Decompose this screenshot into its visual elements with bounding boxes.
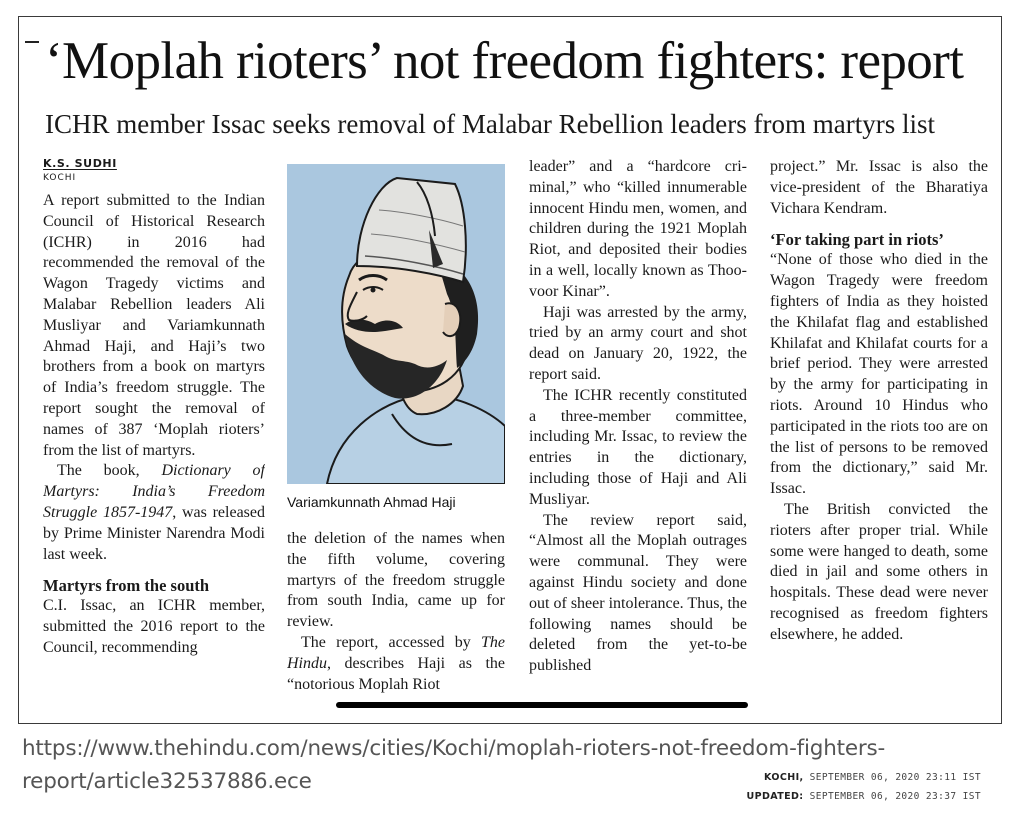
paragraph: A report submitted to the Indian Council of Historical Research (ICHR) in 2016 had recommended the removal of the Wagon Tragedy victims and Malabar Rebellion leaders Ali Musliyar and Variamkunnath Ahmad Haji, and Haji’s two brothers from a book on martyrs of India’s freedom struggle. The report sought the removal of names of 387 ‘Moplah rioters’ from the list of martyrs.: [43, 192, 265, 459]
paragraph: The review report said, “Almost all the Moplah outrages were communal. They were against Hindu society and done out of sheer intolerance. Thus, the following names should be deleted from the yet-to-be published: [529, 511, 747, 675]
article-column-2: [287, 529, 505, 709]
paragraph: The book, Dictionary of Martyrs: India’s Freedom Struggle 1857-1947, was released by Prime Minister Narendra Modi last week.: [43, 462, 265, 563]
source-url: https://www.thehindu.com/news/cities/Kochi/moplah-rioters-not-freedom-fighters-report/article32537886.ece: [22, 736, 886, 794]
book-title: Dictionary of Martyrs: India’s Freedom Struggle 1857-1947: [43, 462, 265, 521]
column-rule-mark: [25, 41, 39, 43]
headline: ‘Moplah rioters’ not freedom fighters: report: [45, 32, 964, 90]
publication-name: The Hindu: [287, 633, 505, 672]
section-heading: Martyrs from the south: [43, 576, 210, 596]
updated-timestamp: UPDATED: SEPTEMBER 06, 2020 23:37 IST: [746, 791, 981, 802]
paragraph: C.I. Issac, an ICHR member, submitted the 2016 report to the Council, recommending: [43, 597, 265, 656]
paragraph: The ICHR recently constituted a three-member committee, including Mr. Issac, to review the entries in the dictionary, including those of Haji and Ali Musliyar.: [529, 386, 747, 508]
paragraph: The report, accessed by The Hindu, describes Haji as the “notorious Moplah Riot: [287, 633, 505, 693]
article-column-1: [43, 157, 265, 709]
redaction-bar: [336, 702, 748, 708]
published-timestamp: KOCHI, SEPTEMBER 06, 2020 23:11 IST: [764, 772, 981, 783]
portrait-illustration: [287, 164, 505, 484]
article-column-3: [529, 157, 747, 709]
image-caption: Variamkunnath Ahmad Haji: [287, 494, 456, 510]
byline: K.S. SUDHI: [43, 157, 117, 170]
paragraph: leader” and a “hardcore criminal,” who “killed innumerable innocent Hindu men, women, and children during the 1921 Moplah Riot, and deposited their bodies in a well, locally known as Thoovoor Kinar”.: [529, 158, 747, 300]
paragraph: The British convicted the rioters after proper trial. While some were hanged to death, some died in jail and some others in hospitals. These dead were never recognised as freedom fighters elsewhere, he added.: [770, 500, 988, 643]
subheadline: ICHR member Issac seeks removal of Malabar Rebellion leaders from martyrs list: [45, 109, 935, 139]
dateline: KOCHI: [43, 173, 77, 183]
newspaper-clipping: [18, 16, 1002, 724]
paragraph: Haji was arrested by the army, tried by an army court and shot dead on January 20, 1922, the report said.: [529, 303, 747, 383]
article-column-4: [770, 157, 988, 709]
paragraph: “None of those who died in the Wagon Tragedy were freedom fighters of India as they hoisted the Khilafat flag and established Khilafat and Khilafat courts for a brief period. They were arrested by the army for participating in riots. Around 10 Hindus who participated in the riots too are on the list of persons to be removed from the dictionary,” said Mr. Issac.: [770, 251, 988, 498]
paragraph: the deletion of the names when the fifth volume, covering martyrs of the freedom struggle from south India, came up for review.: [287, 530, 505, 631]
paragraph: project.” Mr. Issac is also the vice-president of the Bharatiya Vichara Kendram.: [770, 158, 988, 217]
section-heading: ‘For taking part in riots’: [770, 230, 944, 250]
